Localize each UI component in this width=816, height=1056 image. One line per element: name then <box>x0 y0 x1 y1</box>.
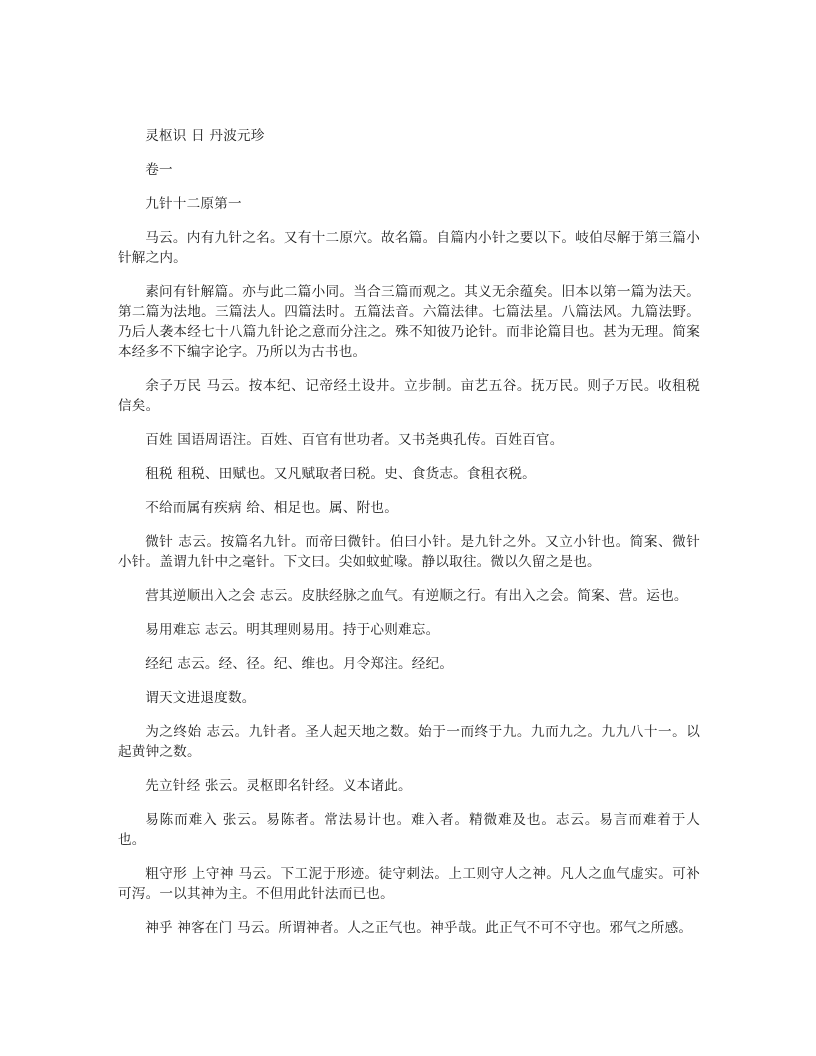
chapter-heading: 九针十二原第一 <box>145 196 242 212</box>
paragraph: 为之终始 志云。九针者。圣人起天地之数。始于一而终于九。九而九之。九九八十一。以起黄钟之数。 <box>118 724 700 760</box>
paragraph: 微针 志云。按篇名九针。而帝曰微针。伯曰小针。是九针之外。又立小针也。简案、微针小针。盖谓九针中之毫针。下文曰。尖如蚊虻喙。静以取往。微以久留之是也。 <box>118 534 700 570</box>
paragraph: 不给而属有疾病 给、相足也。属、附也。 <box>145 500 398 516</box>
paragraph: 易陈而难入 张云。易陈者。常法易计也。难入者。精微难及也。志云。易言而难着于人也。 <box>118 812 700 848</box>
paragraph: 余子万民 马云。按本纪、记帝经土设井。立步制。亩艺五谷。抚万民。则子万民。收租税信矣。 <box>118 378 700 414</box>
paragraph: 素问有针解篇。亦与此二篇小同。当合三篇而观之。其义无余蕴矣。旧本以第一篇为法天。第二篇为法地。三篇法人。四篇法时。五篇法音。六篇法律。七篇法星。八篇法风。九篇法野。乃后人袭本经七十八篇九针论之意而分注之。殊不知彼乃论针。而非论篇目也。甚为无理。简案本经多不下编字论字。乃所以为古书也。 <box>118 284 700 360</box>
paragraph: 粗守形 上守神 马云。下工泥于形迹。徒守刺法。上工则守人之神。凡人之血气虚实。可补可泻。一以其神为主。不但用此针法而已也。 <box>118 866 700 902</box>
paragraph: 营其逆顺出入之会 志云。皮肤经脉之血气。有逆顺之行。有出入之会。简案、营。运也。 <box>145 588 688 604</box>
paragraph: 神乎 神客在门 马云。所谓神者。人之正气也。神乎哉。此正气不可不守也。邪气之所感。 <box>145 920 693 936</box>
paragraph: 先立针经 张云。灵枢即名针经。义本诸此。 <box>145 778 412 794</box>
volume-heading: 卷一 <box>145 162 173 178</box>
paragraph: 马云。内有九针之名。又有十二原穴。故名篇。自篇内小针之要以下。岐伯尽解于第三篇小针解之内。 <box>118 230 700 266</box>
paragraph: 百姓 国语周语注。百姓、百官有世功者。又书尧典孔传。百姓百官。 <box>145 432 564 448</box>
paragraph: 经纪 志云。经、径。纪、维也。月令郑注。经纪。 <box>145 656 454 672</box>
paragraph: 谓天文进退度数。 <box>145 690 256 706</box>
document-page <box>118 126 700 952</box>
paragraph: 易用难忘 志云。明其理则易用。持于心则难忘。 <box>145 622 440 638</box>
book-title: 灵枢识 日 丹波元珍 <box>145 128 265 144</box>
paragraph: 租税 租税、田赋也。又凡赋取者曰税。史、食货志。食租衣税。 <box>145 466 536 482</box>
